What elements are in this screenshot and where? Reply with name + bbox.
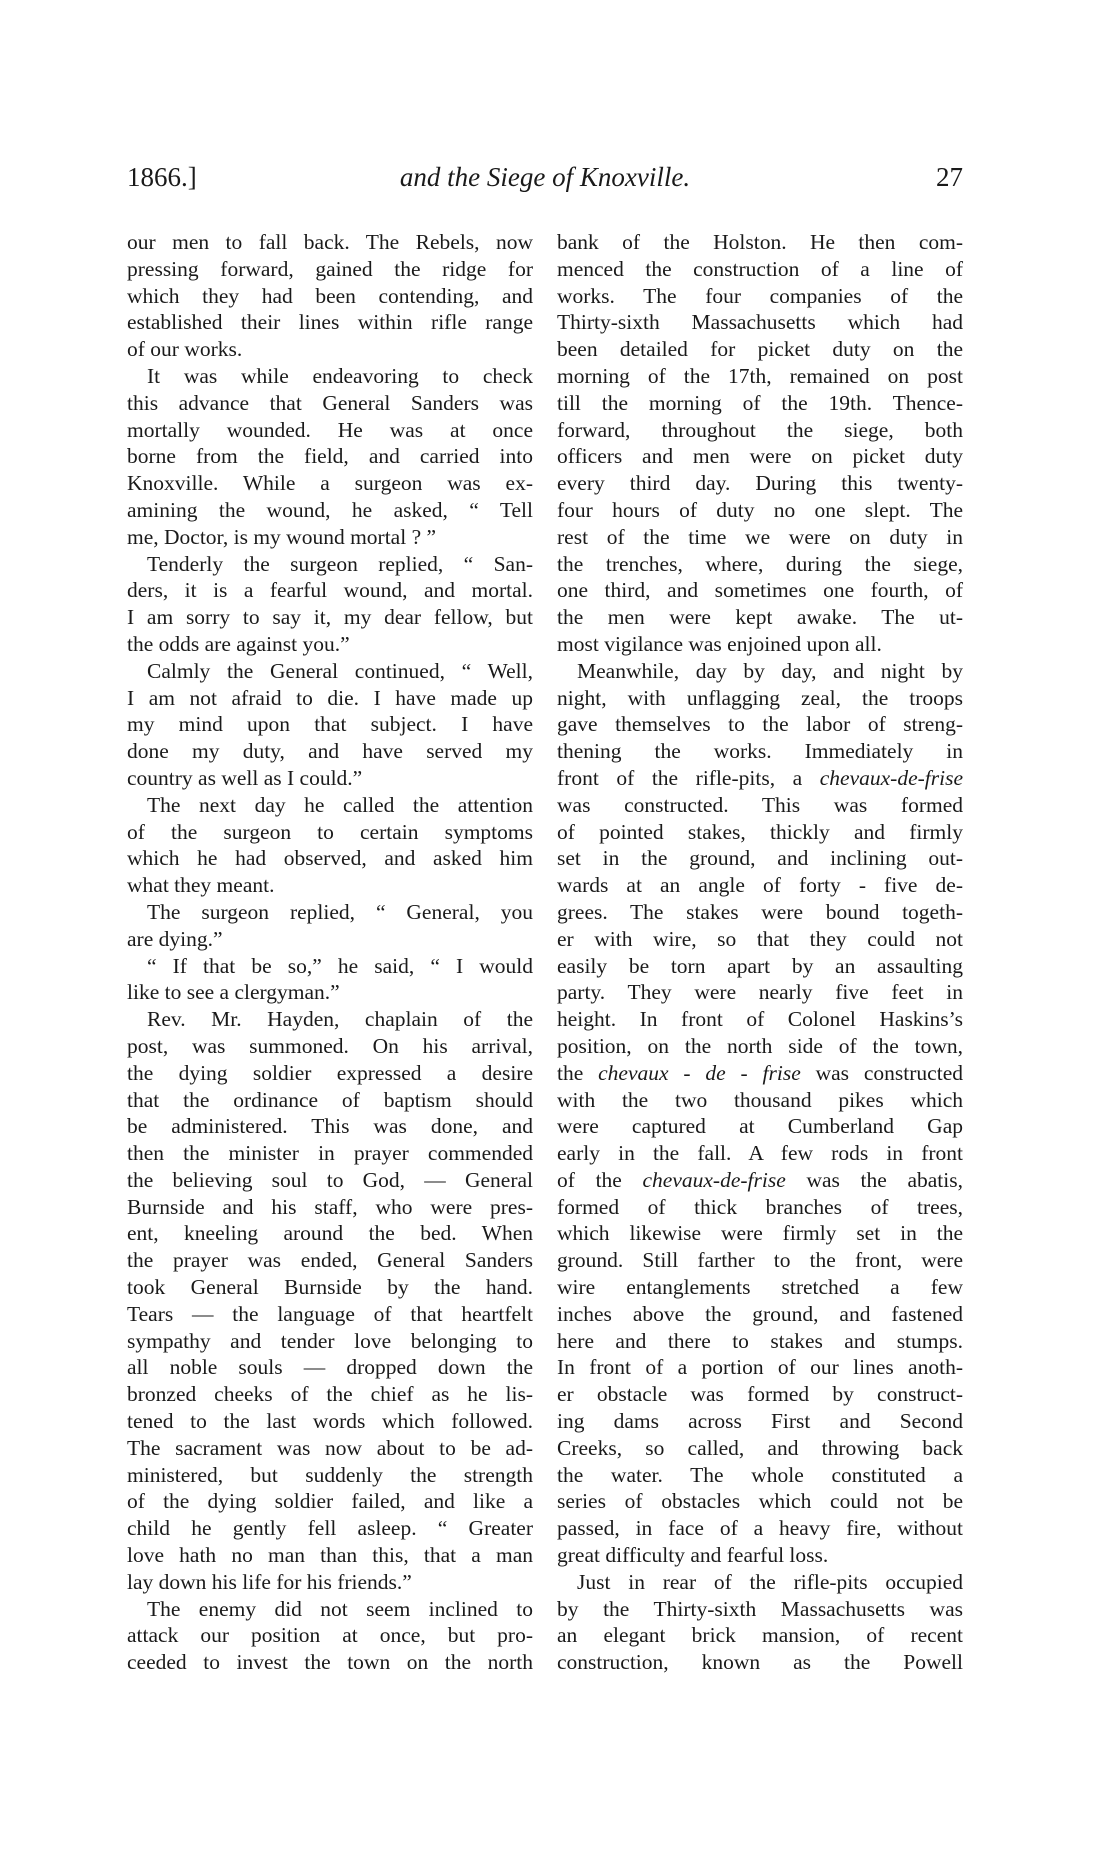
text-line bbox=[557, 1515, 963, 1542]
text-run: one third, and sometimes one fourth, of bbox=[557, 578, 963, 603]
text-run: front of the rifle-pits, a bbox=[557, 765, 820, 790]
text-line bbox=[557, 1569, 963, 1596]
text-line bbox=[127, 604, 533, 631]
text-line bbox=[127, 1247, 533, 1274]
text-line bbox=[557, 819, 963, 846]
text-line bbox=[127, 1408, 533, 1435]
text-run: The enemy did not seem inclined to bbox=[147, 1596, 533, 1621]
text-line bbox=[557, 872, 963, 899]
text-run: “ If that be so,” he said, “ I would bbox=[147, 953, 533, 978]
text-line bbox=[557, 417, 963, 444]
text-run: all noble souls — dropped down the bbox=[127, 1355, 533, 1380]
text-run: I am not afraid to die. I have made up bbox=[127, 685, 533, 710]
text-line bbox=[127, 926, 533, 953]
text-line bbox=[557, 443, 963, 470]
text-run: my mind upon that subject. I have bbox=[127, 712, 533, 737]
text-run: wire entanglements stretched a few bbox=[557, 1275, 963, 1300]
text-run: gave themselves to the labor of streng- bbox=[557, 712, 963, 737]
text-run: er obstacle was formed by construct- bbox=[557, 1382, 963, 1407]
text-line bbox=[127, 1033, 533, 1060]
text-run: easily be torn apart by an assaulting bbox=[557, 953, 963, 978]
text-line bbox=[127, 872, 533, 899]
text-line bbox=[557, 1328, 963, 1355]
text-run: bronzed cheeks of the chief as he lis- bbox=[127, 1382, 533, 1407]
text-line bbox=[127, 551, 533, 578]
text-run: party. They were nearly five feet in bbox=[557, 980, 963, 1005]
text-run: bank of the Holston. He then com- bbox=[557, 230, 963, 254]
text-run: sympathy and tender love belonging to bbox=[127, 1328, 533, 1353]
text-line bbox=[127, 1354, 533, 1381]
text-line bbox=[127, 524, 533, 551]
text-run: ent, kneeling around the bed. When bbox=[127, 1221, 533, 1246]
text-line bbox=[127, 711, 533, 738]
text-line bbox=[557, 1087, 963, 1114]
text-run: country as well as I could.” bbox=[127, 765, 363, 790]
text-line bbox=[557, 1408, 963, 1435]
text-line bbox=[127, 1301, 533, 1328]
text-run: been detailed for picket duty on the bbox=[557, 337, 963, 362]
text-line bbox=[557, 1113, 963, 1140]
text-line bbox=[557, 1060, 963, 1087]
text-run: of the bbox=[557, 1167, 643, 1192]
text-line bbox=[557, 685, 963, 712]
text-run: attack our position at once, but pro- bbox=[127, 1623, 533, 1648]
text-run: our men to fall back. The Rebels, now bbox=[127, 230, 533, 254]
text-line bbox=[127, 685, 533, 712]
text-run: height. In front of Colonel Haskins’s bbox=[557, 1007, 963, 1032]
text-line bbox=[127, 1649, 533, 1676]
text-run: Tears — the language of that heartfelt bbox=[127, 1301, 533, 1326]
text-run: the trenches, where, during the siege, bbox=[557, 551, 963, 576]
text-run: the believing soul to God, — General bbox=[127, 1167, 533, 1192]
text-line bbox=[557, 1274, 963, 1301]
text-run: formed of thick branches of trees, bbox=[557, 1194, 963, 1219]
text-line bbox=[127, 470, 533, 497]
text-line bbox=[557, 551, 963, 578]
text-line bbox=[127, 845, 533, 872]
text-run: In front of a portion of our lines anoth- bbox=[557, 1355, 963, 1380]
text-run: construction, known as the Powell bbox=[557, 1650, 963, 1675]
text-run: the bbox=[557, 1060, 599, 1085]
text-line bbox=[557, 1649, 963, 1676]
text-line bbox=[127, 1220, 533, 1247]
text-line bbox=[557, 1488, 963, 1515]
text-run: four hours of duty no one slept. The bbox=[557, 497, 963, 522]
text-line bbox=[127, 1435, 533, 1462]
text-run: works. The four companies of the bbox=[557, 283, 963, 308]
text-run: like to see a clergyman.” bbox=[127, 980, 340, 1005]
header-title: and the Siege of Knoxville. bbox=[399, 162, 691, 192]
text-line bbox=[557, 1542, 963, 1569]
text-line bbox=[127, 1167, 533, 1194]
text-run: passed, in face of a heavy fire, without bbox=[557, 1516, 963, 1541]
text-line bbox=[127, 336, 533, 363]
text-line bbox=[557, 390, 963, 417]
text-run: ders, it is a fearful wound, and mortal. bbox=[127, 578, 533, 603]
text-run: menced the construction of a line of bbox=[557, 256, 963, 281]
text-column-right bbox=[557, 229, 963, 1676]
text-run: of pointed stakes, thickly and firmly bbox=[557, 819, 963, 844]
text-run: an elegant brick mansion, of recent bbox=[557, 1623, 963, 1648]
text-run: Just in rear of the rifle-pits occupied bbox=[577, 1569, 963, 1594]
text-run: night, with unflagging zeal, the troops bbox=[557, 685, 963, 710]
text-line bbox=[127, 443, 533, 470]
text-run: then the minister in prayer commended bbox=[127, 1141, 533, 1166]
text-run: every third day. During this twenty- bbox=[557, 471, 963, 496]
text-line bbox=[557, 604, 963, 631]
text-run: The sacrament was now about to be ad- bbox=[127, 1435, 533, 1460]
text-run: the men were kept awake. The ut- bbox=[557, 605, 963, 630]
text-run: ministered, but suddenly the strength bbox=[127, 1462, 533, 1487]
text-line bbox=[557, 792, 963, 819]
text-line bbox=[557, 1006, 963, 1033]
text-run: Meanwhile, day by day, and night by bbox=[577, 658, 963, 683]
text-line bbox=[127, 899, 533, 926]
text-line bbox=[557, 1167, 963, 1194]
italic-term: chevaux - de - frise bbox=[598, 1060, 801, 1085]
text-run: mortally wounded. He was at once bbox=[127, 417, 533, 442]
text-run: lay down his life for his friends.” bbox=[127, 1569, 412, 1594]
text-run: which he had observed, and asked him bbox=[127, 846, 533, 871]
text-line bbox=[557, 1220, 963, 1247]
text-line bbox=[127, 1140, 533, 1167]
text-line bbox=[557, 1596, 963, 1623]
text-line bbox=[557, 497, 963, 524]
text-run: series of obstacles which could not be bbox=[557, 1489, 963, 1514]
text-run: took General Burnside by the hand. bbox=[127, 1275, 533, 1300]
text-run: Calmly the General continued, “ Well, bbox=[147, 658, 533, 683]
text-run: the dying soldier expressed a desire bbox=[127, 1060, 533, 1085]
text-line bbox=[557, 283, 963, 310]
text-line bbox=[557, 577, 963, 604]
text-run: me, Doctor, is my wound mortal ? ” bbox=[127, 524, 437, 549]
text-run: It was while endeavoring to check bbox=[147, 363, 533, 388]
text-line bbox=[557, 738, 963, 765]
text-line bbox=[127, 765, 533, 792]
text-run: the water. The whole constituted a bbox=[557, 1462, 963, 1487]
text-run: Creeks, so called, and throwing back bbox=[557, 1435, 963, 1460]
text-line bbox=[557, 631, 963, 658]
text-run: wards at an angle of forty - five de- bbox=[557, 873, 963, 898]
text-line bbox=[127, 577, 533, 604]
text-line bbox=[127, 819, 533, 846]
text-line bbox=[557, 1301, 963, 1328]
text-line bbox=[557, 1194, 963, 1221]
text-line bbox=[127, 1060, 533, 1087]
text-run: was constructed bbox=[800, 1060, 963, 1085]
page-number: 27 bbox=[936, 162, 963, 192]
text-run: were captured at Cumberland Gap bbox=[557, 1114, 963, 1139]
text-run: done my duty, and have served my bbox=[127, 739, 533, 764]
text-run: here and there to stakes and stumps. bbox=[557, 1328, 963, 1353]
text-run: most vigilance was enjoined upon all. bbox=[557, 631, 882, 656]
text-line bbox=[127, 1274, 533, 1301]
text-run: till the morning of the 19th. Thence- bbox=[557, 390, 963, 415]
text-run: of the surgeon to certain symptoms bbox=[127, 819, 533, 844]
text-run: inches above the ground, and fastened bbox=[557, 1301, 963, 1326]
text-run: the prayer was ended, General Sanders bbox=[127, 1248, 533, 1273]
text-run: which they had been contending, and bbox=[127, 283, 533, 308]
text-run: Rev. Mr. Hayden, chaplain of the bbox=[147, 1007, 533, 1032]
text-line bbox=[127, 1596, 533, 1623]
text-line bbox=[557, 658, 963, 685]
text-run: what they meant. bbox=[127, 873, 275, 898]
text-line bbox=[557, 979, 963, 1006]
text-run: this advance that General Sanders was bbox=[127, 390, 533, 415]
text-line bbox=[557, 711, 963, 738]
text-run: The next day he called the attention bbox=[147, 792, 533, 817]
text-run: was the abatis, bbox=[785, 1167, 963, 1192]
text-line bbox=[557, 1140, 963, 1167]
text-run: Knoxville. While a surgeon was ex- bbox=[127, 471, 533, 496]
text-line bbox=[557, 1435, 963, 1462]
text-line bbox=[557, 1622, 963, 1649]
text-line bbox=[127, 979, 533, 1006]
text-line bbox=[127, 309, 533, 336]
text-run: amining the wound, he asked, “ Tell bbox=[127, 497, 533, 522]
text-line bbox=[127, 953, 533, 980]
text-run: Burnside and his staff, who were pres- bbox=[127, 1194, 533, 1219]
text-line bbox=[127, 229, 533, 256]
text-line bbox=[557, 765, 963, 792]
text-run: of the dying soldier failed, and like a bbox=[127, 1489, 533, 1514]
text-run: Tenderly the surgeon replied, “ San- bbox=[147, 551, 533, 576]
text-run: rest of the time we were on duty in bbox=[557, 524, 963, 549]
text-run: of our works. bbox=[127, 337, 243, 362]
text-line bbox=[557, 256, 963, 283]
text-line bbox=[557, 845, 963, 872]
text-line bbox=[127, 1622, 533, 1649]
text-line bbox=[557, 309, 963, 336]
header-year: 1866.] bbox=[127, 162, 197, 192]
text-line bbox=[557, 363, 963, 390]
text-run: tened to the last words which followed. bbox=[127, 1409, 533, 1434]
text-run: great difficulty and fearful loss. bbox=[557, 1543, 829, 1568]
text-line bbox=[557, 1033, 963, 1060]
text-line bbox=[557, 1354, 963, 1381]
text-run: by the Thirty-sixth Massachusetts was bbox=[557, 1596, 963, 1621]
text-run: the odds are against you.” bbox=[127, 631, 350, 656]
text-line bbox=[127, 1113, 533, 1140]
text-run: borne from the field, and carried into bbox=[127, 444, 533, 469]
text-run: early in the fall. A few rods in front bbox=[557, 1141, 963, 1166]
text-line bbox=[127, 1488, 533, 1515]
text-run: love hath no man than this, that a man bbox=[127, 1543, 533, 1568]
text-run: be administered. This was done, and bbox=[127, 1114, 533, 1139]
text-line bbox=[127, 1569, 533, 1596]
text-line bbox=[127, 283, 533, 310]
text-run: grees. The stakes were bound togeth- bbox=[557, 899, 963, 924]
text-line bbox=[127, 1194, 533, 1221]
text-run: position, on the north side of the town, bbox=[557, 1033, 963, 1058]
text-run: ceeded to invest the town on the north bbox=[127, 1650, 533, 1675]
text-run: post, was summoned. On his arrival, bbox=[127, 1033, 533, 1058]
text-run: are dying.” bbox=[127, 926, 223, 951]
text-line bbox=[127, 390, 533, 417]
text-line bbox=[127, 1328, 533, 1355]
text-line bbox=[557, 470, 963, 497]
text-line bbox=[127, 497, 533, 524]
text-run: child he gently fell asleep. “ Greater bbox=[127, 1516, 533, 1541]
text-line bbox=[127, 1381, 533, 1408]
text-line bbox=[127, 1542, 533, 1569]
text-run: set in the ground, and inclining out- bbox=[557, 846, 963, 871]
text-run: forward, throughout the siege, both bbox=[557, 417, 963, 442]
running-header bbox=[127, 162, 963, 198]
text-column-left bbox=[127, 229, 533, 1676]
italic-term: chevaux-de-frise bbox=[819, 765, 963, 790]
text-line bbox=[127, 1515, 533, 1542]
text-line bbox=[127, 658, 533, 685]
text-line bbox=[127, 738, 533, 765]
text-run: The surgeon replied, “ General, you bbox=[147, 899, 533, 924]
text-line bbox=[127, 1462, 533, 1489]
text-line bbox=[557, 953, 963, 980]
text-line bbox=[557, 1381, 963, 1408]
text-run: was constructed. This was formed bbox=[557, 792, 963, 817]
text-run: officers and men were on picket duty bbox=[557, 444, 963, 469]
text-line bbox=[557, 229, 963, 256]
text-line bbox=[127, 792, 533, 819]
text-line bbox=[127, 1006, 533, 1033]
text-line bbox=[127, 363, 533, 390]
text-run: with the two thousand pikes which bbox=[557, 1087, 963, 1112]
text-line bbox=[127, 631, 533, 658]
text-line bbox=[557, 899, 963, 926]
text-line bbox=[557, 524, 963, 551]
text-run: that the ordinance of baptism should bbox=[127, 1087, 533, 1112]
text-line bbox=[557, 1247, 963, 1274]
italic-term: chevaux-de-frise bbox=[642, 1167, 786, 1192]
text-line bbox=[557, 336, 963, 363]
text-run: er with wire, so that they could not bbox=[557, 926, 963, 951]
text-run: I am sorry to say it, my dear fellow, but bbox=[127, 605, 533, 630]
text-line bbox=[557, 1462, 963, 1489]
text-run: morning of the 17th, remained on post bbox=[557, 363, 963, 388]
text-run: thening the works. Immediately in bbox=[557, 739, 963, 764]
text-line bbox=[557, 926, 963, 953]
text-run: ground. Still farther to the front, were bbox=[557, 1248, 963, 1273]
text-run: pressing forward, gained the ridge for bbox=[127, 256, 533, 281]
text-line bbox=[127, 256, 533, 283]
text-run: ing dams across First and Second bbox=[557, 1409, 963, 1434]
text-run: established their lines within rifle range bbox=[127, 310, 533, 335]
text-line bbox=[127, 1087, 533, 1114]
text-run: Thirty-sixth Massachusetts which had bbox=[557, 310, 963, 335]
text-run: which likewise were firmly set in the bbox=[557, 1221, 963, 1246]
text-line bbox=[127, 417, 533, 444]
